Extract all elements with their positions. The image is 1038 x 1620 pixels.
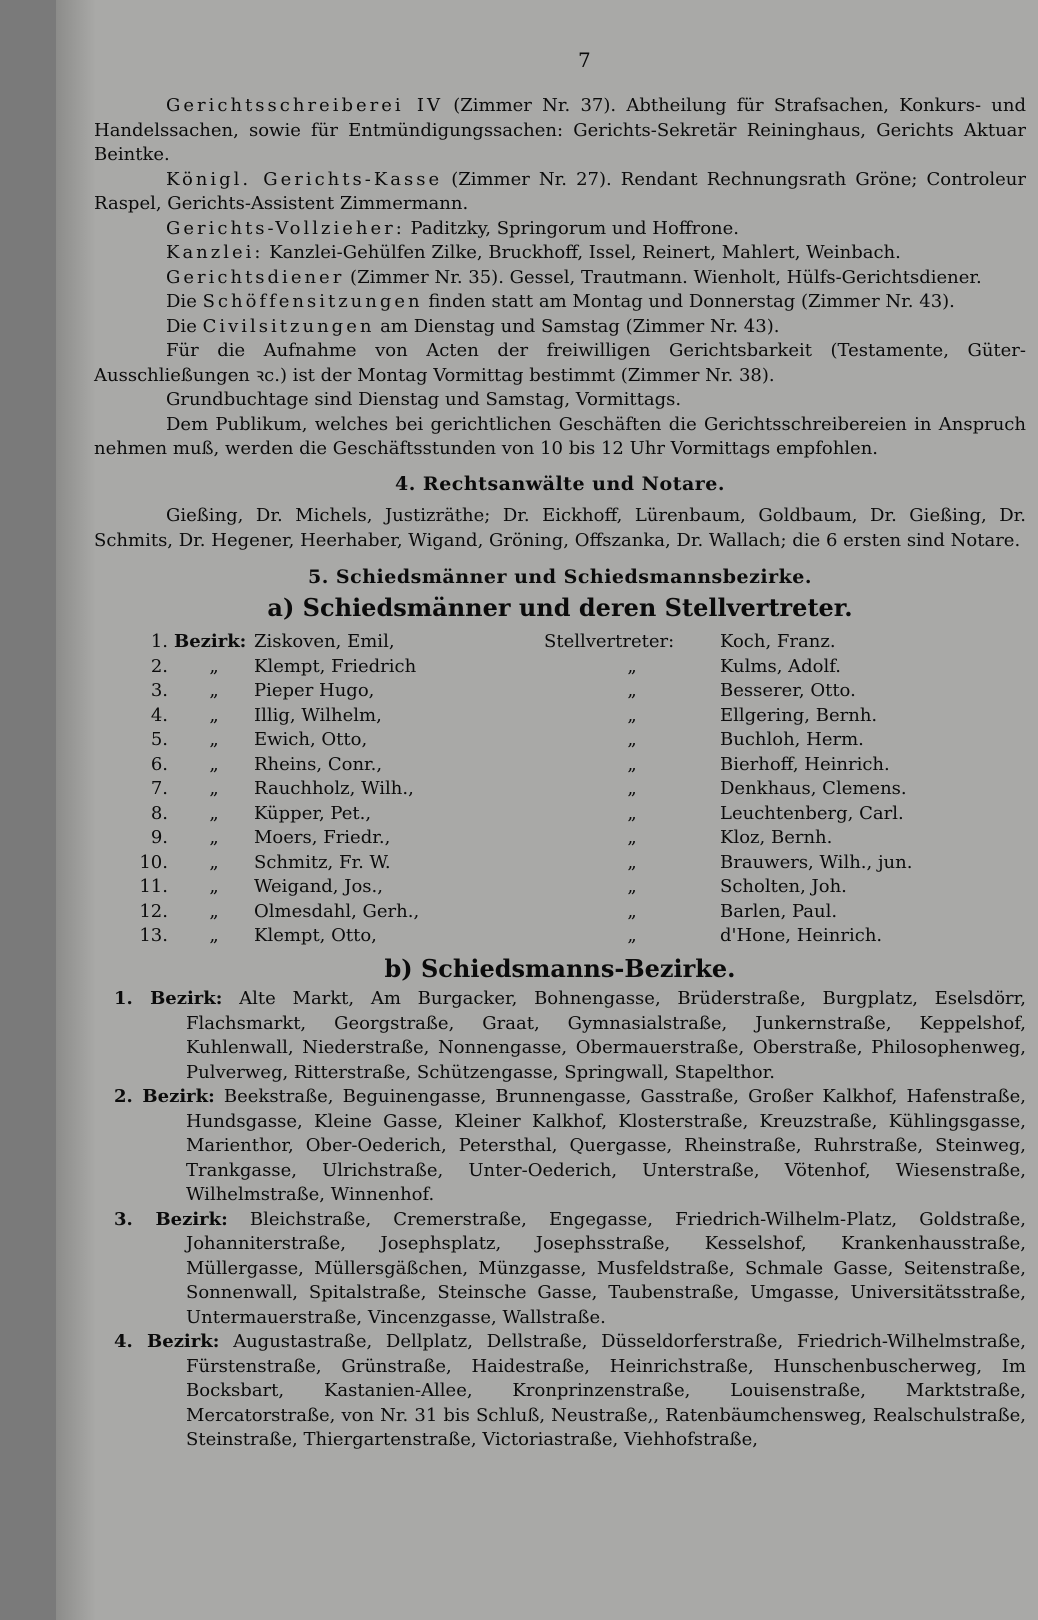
- intro-paragraph: Die Civilsitzungen am Dienstag und Samstag (Zimmer Nr. 43).: [166, 315, 780, 337]
- stellvertreter-ditto: [544, 777, 720, 802]
- row-number: 9.: [150, 827, 168, 848]
- intro-paragraph: Gerichtsdiener (Zimmer Nr. 35). Gessel, Trautmann. Wienholt, Hülfs-Gerichtsdiener.: [166, 266, 982, 288]
- intro-paragraph: Die Schöffensitzungen finden statt am Montag und Donnerstag (Zimmer Nr. 43).: [166, 291, 955, 312]
- table-row: [120, 704, 1000, 729]
- stellvertreter-ditto: [544, 924, 720, 949]
- bezirk-ditto: [174, 777, 254, 802]
- section-4-text: Gießing, Dr. Michels, Justizräthe; Dr. Eickhoff, Lürenbaum, Goldbaum, Dr. Gießing, Dr. Schmits, Dr. Hegener, Heerhaber, Wigand, Gröning, Offszanka, Dr. Wallach; die 6 ersten sind Notare.: [94, 505, 1026, 551]
- schiedsmann-name: Klempt, Otto,: [254, 925, 377, 946]
- stellvertreter-label: Stellvertreter:: [544, 631, 675, 652]
- schiedsmann-name: Rheins, Conr.,: [254, 753, 383, 775]
- subsection-a-heading: a) Schiedsmänner und deren Stellvertreter.: [267, 592, 853, 622]
- row-number: 11.: [139, 876, 168, 897]
- bezirk-entry: [114, 1085, 1026, 1208]
- ditto-mark: „: [209, 778, 219, 799]
- stellvertreter-ditto: [544, 728, 720, 753]
- ditto-mark: „: [627, 680, 637, 701]
- table-row: [120, 802, 1000, 827]
- bezirk-ditto: [174, 679, 254, 704]
- row-number: 12.: [139, 900, 168, 922]
- row-number: 3.: [150, 680, 168, 701]
- ditto-mark: „: [209, 851, 219, 873]
- table-row: [120, 826, 1000, 851]
- row-number: 8.: [150, 802, 168, 824]
- bezirk-ditto: [174, 875, 254, 900]
- schiedsmann-name: Ziskoven, Emil,: [254, 631, 395, 652]
- table-row: [120, 679, 1000, 704]
- stellvertreter-ditto: [544, 802, 720, 827]
- bezirk-label: 2. Bezirk:: [114, 1086, 215, 1107]
- schiedsmann-name: Küpper, Pet.,: [254, 802, 372, 824]
- bezirk-ditto: [174, 728, 254, 753]
- schiedsmann-name: Klempt, Friedrich: [254, 655, 417, 677]
- ditto-mark: „: [627, 655, 637, 677]
- schiedsmann-name: Ewich, Otto,: [254, 729, 368, 750]
- bezirke-list: [94, 987, 1026, 1453]
- stellvertreter-ditto: [544, 655, 720, 680]
- stellvertreter-name: Brauwers, Wilh., jun.: [720, 851, 913, 873]
- stellvertreter-ditto: [544, 679, 720, 704]
- bezirk-streets: Alte Markt, Am Burgacker, Bohnengasse, Brüderstraße, Burgplatz, Eselsdörr, Flachsmarkt, Georgstraße, Graat, Gymnasialstraße, Junkernstraße, Keppelshof, Kuhlenwall, Niederstraße, Nonnengasse, Obermauerstraße, Oberstraße, Philosophenweg, Pulverweg, Ritterstraße, Schützengasse, Springwall, Stapelthor.: [186, 988, 1026, 1083]
- ditto-mark: „: [627, 851, 637, 873]
- intro-paragraph: Für die Aufnahme von Acten der freiwilligen Gerichtsbarkeit (Testamente, Güter-Ausschließungen ꝛc.) ist der Montag Vormittag bestimmt (Zimmer Nr. 38).: [94, 340, 1026, 386]
- row-number: 2.: [150, 655, 168, 677]
- stellvertreter-ditto: [544, 900, 720, 925]
- stellvertreter-name: Besserer, Otto.: [720, 680, 856, 701]
- stellvertreter-name: Barlen, Paul.: [720, 900, 838, 922]
- bezirk-ditto: [174, 851, 254, 876]
- ditto-mark: „: [627, 925, 637, 946]
- table-row: [120, 655, 1000, 680]
- schiedsmann-name: Weigand, Jos.,: [254, 876, 383, 897]
- schiedsmann-name: Rauchholz, Wilh.,: [254, 778, 414, 799]
- row-number: 5.: [150, 729, 168, 750]
- stellvertreter-name: Kloz, Bernh.: [720, 827, 833, 848]
- bezirk-entry: [114, 987, 1026, 1085]
- table-row: [120, 630, 1000, 655]
- schiedsmaenner-table: [120, 630, 1000, 949]
- stellvertreter-name: Ellgering, Bernh.: [720, 704, 878, 726]
- ditto-mark: „: [209, 729, 219, 750]
- stellvertreter-name: Bierhoff, Heinrich.: [720, 753, 890, 775]
- ditto-mark: „: [627, 900, 637, 922]
- row-number: 6.: [150, 753, 168, 775]
- bezirk-label: 1. Bezirk:: [114, 988, 223, 1009]
- bezirk-entry: [114, 1330, 1026, 1453]
- page: [56, 0, 1038, 1620]
- schiedsmann-name: Pieper Hugo,: [254, 680, 375, 701]
- row-number: 4.: [150, 704, 168, 726]
- row-number: 7.: [150, 778, 168, 799]
- stellvertreter-name: Scholten, Joh.: [720, 876, 847, 897]
- schiedsmann-name: Olmesdahl, Gerh.,: [254, 900, 420, 922]
- ditto-mark: „: [209, 680, 219, 701]
- ditto-mark: „: [627, 704, 637, 726]
- ditto-mark: „: [209, 827, 219, 848]
- stellvertreter-ditto: [544, 826, 720, 851]
- row-number: 1.: [150, 631, 168, 652]
- ditto-mark: „: [627, 827, 637, 848]
- stellvertreter-ditto: [544, 704, 720, 729]
- table-row: [120, 875, 1000, 900]
- schiedsmann-name: Schmitz, Fr. W.: [254, 851, 391, 873]
- table-row: [120, 900, 1000, 925]
- stellvertreter-name: d'Hone, Heinrich.: [720, 925, 883, 946]
- bezirk-label: 3. Bezirk:: [114, 1208, 228, 1230]
- intro-paragraph: Dem Publikum, welches bei gerichtlichen Geschäften die Gerichtsschreibereien in Anspruch nehmen muß, werden die Geschäftsstunden von 10 bis 12 Uhr Vormittags empfohlen.: [94, 413, 1026, 459]
- section-5-heading: 5. Schiedsmänner und Schiedsmannsbezirke.: [307, 566, 813, 588]
- ditto-mark: „: [209, 802, 219, 824]
- stellvertreter-name: Leuchtenberg, Carl.: [720, 802, 904, 824]
- intro-paragraph: Kanzlei: Kanzlei-Gehülfen Zilke, Bruckhoff, Issel, Reinert, Mahlert, Weinbach.: [166, 242, 901, 263]
- table-row: [120, 777, 1000, 802]
- ditto-mark: „: [209, 655, 219, 677]
- stellvertreter-name: Kulms, Adolf.: [720, 655, 842, 677]
- schiedsmann-name: Illig, Wilhelm,: [254, 704, 382, 726]
- ditto-mark: „: [209, 876, 219, 897]
- bezirk-ditto: [174, 655, 254, 680]
- bezirk-streets: Augustastraße, Dellplatz, Dellstraße, Düsseldorferstraße, Friedrich-Wilhelmstraße, Fürstenstraße, Grünstraße, Haidestraße, Heinrichstraße, Hunschenbuscherweg, Im Bocksbart, Kastanien-Allee, Kronprinzenstraße, Louisenstraße, Marktstraße, Mercatorstraße, von Nr. 31 bis Schluß, Neustraße,, Ratenbäumchensweg, Realschulstraße, Steinstraße, Thiergartenstraße, Victoriastraße, Viehhofstraße,: [186, 1331, 1026, 1450]
- bezirk-ditto: [174, 753, 254, 778]
- bezirk-streets: Bleichstraße, Cremerstraße, Engegasse, Friedrich-Wilhelm-Platz, Goldstraße, Johanniterstraße, Josephsplatz, Josephsstraße, Kesselshof, Krankenhausstraße, Müllergasse, Müllersgäßchen, Münzgasse, Musfeldstraße, Schmale Gasse, Seitenstraße, Sonnenwall, Spitalstraße, Steinsche Gasse, Taubenstraße, Umgasse, Universitätsstraße, Untermauerstraße, Vincenzgasse, Wallstraße.: [186, 1208, 1026, 1328]
- stellvertreter-name: Koch, Franz.: [720, 631, 836, 652]
- intro-paragraph: Grundbuchtage sind Dienstag und Samstag, Vormittags.: [166, 389, 682, 410]
- table-row: [120, 728, 1000, 753]
- row-number: 13.: [139, 925, 168, 946]
- ditto-mark: „: [627, 778, 637, 799]
- ditto-mark: „: [209, 753, 219, 775]
- ditto-mark: „: [627, 802, 637, 824]
- bezirk-ditto: [174, 826, 254, 851]
- page-number: 7: [578, 48, 591, 72]
- stellvertreter-ditto: [544, 753, 720, 778]
- ditto-mark: „: [627, 729, 637, 750]
- stellvertreter-name: Denkhaus, Clemens.: [720, 778, 907, 799]
- bezirk-streets: Beekstraße, Beguinengasse, Brunnengasse, Gasstraße, Großer Kalkhof, Hafenstraße, Hundsgasse, Kleine Gasse, Kleiner Kalkhof, Klosterstraße, Kreuzstraße, Kühlingsgasse, Marienthor, Ober-Oederich, Petersthal, Quergasse, Rheinstraße, Ruhrstraße, Steinweg, Trankgasse, Ulrichstraße, Unter-Oederich, Unterstraße, Vötenhof, Wiesenstraße, Wilhelmstraße, Winnenhof.: [186, 1086, 1026, 1205]
- bezirk-ditto: [174, 802, 254, 827]
- intro-paragraph: Gerichts-Vollzieher: Paditzky, Springorum und Hoffrone.: [166, 217, 740, 239]
- bezirk-label: Bezirk:: [174, 631, 247, 652]
- bezirk-ditto: [174, 900, 254, 925]
- stellvertreter-ditto: [544, 851, 720, 876]
- intro-paragraph: Königl. Gerichts-Kasse (Zimmer Nr. 27). Rendant Rechnungsrath Gröne; Controleur Raspel, Gerichts-Assistent Zimmermann.: [94, 168, 1026, 214]
- stellvertreter-ditto: [544, 875, 720, 900]
- ditto-mark: „: [209, 900, 219, 922]
- table-row: [120, 924, 1000, 949]
- section-4-heading: 4. Rechtsanwälte und Notare.: [394, 472, 726, 495]
- subsection-b-heading: b) Schiedsmanns-Bezirke.: [384, 953, 736, 983]
- bezirk-entry: [114, 1208, 1026, 1331]
- bezirk-ditto: [174, 704, 254, 729]
- ditto-mark: „: [627, 753, 637, 775]
- page-fold-shadow: [56, 0, 96, 1620]
- schiedsmann-name: Moers, Friedr.,: [254, 827, 391, 848]
- table-row: [120, 851, 1000, 876]
- ditto-mark: „: [209, 925, 219, 946]
- table-row: [120, 753, 1000, 778]
- intro-paragraph: Gerichtsschreiberei IV (Zimmer Nr. 37). Abtheilung für Strafsachen, Konkurs- und Handelssachen, sowie für Entmündigungssachen: Gerichts-Sekretär Reininghaus, Gerichts Aktuar Beintke.: [94, 95, 1027, 165]
- bezirk-ditto: [174, 924, 254, 949]
- stellvertreter-name: Buchloh, Herm.: [720, 729, 864, 750]
- ditto-mark: „: [209, 704, 219, 726]
- page-body: [94, 94, 1026, 1453]
- ditto-mark: „: [627, 876, 637, 897]
- bezirk-label: 4. Bezirk:: [114, 1331, 220, 1352]
- row-number: 10.: [139, 851, 168, 873]
